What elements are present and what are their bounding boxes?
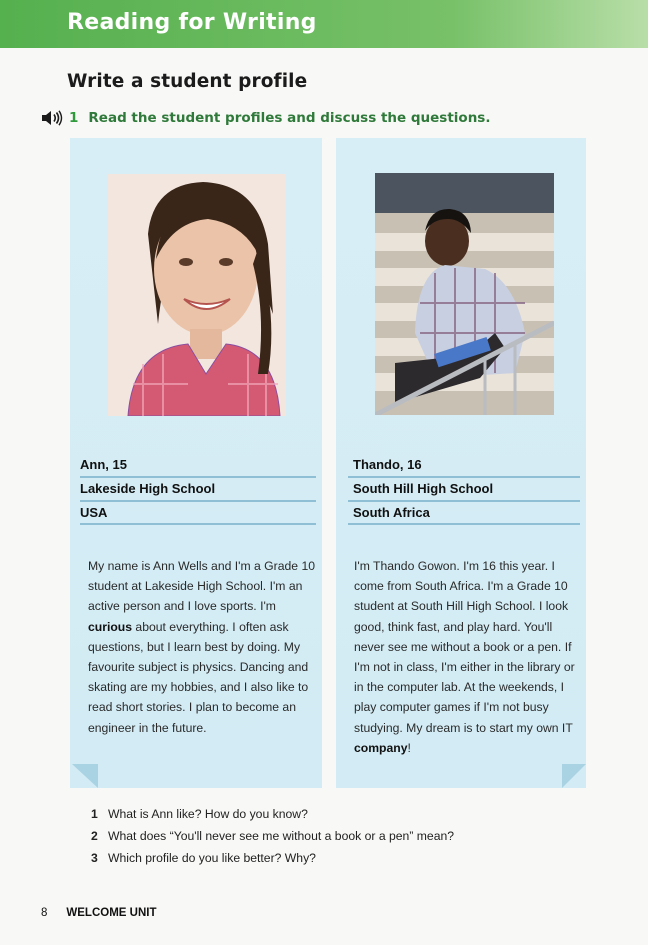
page-fold-right	[562, 764, 586, 788]
thando-country: South Africa	[353, 505, 430, 520]
thando-bio-text: I'm Thando Gowon. I'm 16 this year. I come from South Africa. I'm a Grade 10 student at South Hill High School. I look good, think fast, and play hard. You'll never see me without a book or a pen. If I'm not in class, I'm either in the library or in the computer lab. At the weekends, I play computer games if I'm not busy studying. My dream is to start my own IT	[354, 559, 575, 735]
ann-country: USA	[80, 505, 108, 520]
banner-title: Reading for Writing	[67, 10, 317, 35]
question-text: Which profile do you like better? Why?	[108, 851, 316, 865]
question-number: 3	[91, 851, 98, 865]
question-item	[91, 829, 454, 843]
thando-school: South Hill High School	[353, 481, 494, 496]
page-fold-left	[72, 764, 98, 788]
thando-bio-text: !	[407, 740, 411, 755]
page-footer	[41, 907, 156, 919]
ann-bio-text: My name is Ann Wells and I'm a Grade 10 student at Lakeside High School. I'm an active person and I love sports. I'm	[88, 559, 315, 614]
instruction	[41, 108, 490, 128]
instruction-number: 1	[69, 110, 79, 126]
question-text: What does “You'll never see me without a book or a pen” mean?	[108, 829, 455, 843]
thando-bio	[354, 556, 580, 758]
divider	[80, 476, 316, 478]
thando-name-age: Thando, 16	[353, 457, 422, 472]
page-number: 8	[41, 907, 48, 919]
question-text: What is Ann like? How do you know?	[108, 807, 308, 821]
question-number: 2	[91, 829, 98, 843]
thando-bio-keyword: company	[354, 740, 408, 755]
question-number: 1	[91, 807, 98, 821]
ann-name-age: Ann, 15	[80, 457, 127, 472]
ann-photo	[108, 174, 286, 416]
question-item	[91, 807, 308, 821]
ann-school: Lakeside High School	[80, 481, 216, 496]
question-item	[91, 851, 316, 865]
divider	[348, 523, 580, 525]
divider	[80, 523, 316, 525]
divider	[80, 500, 316, 502]
ann-bio	[88, 556, 316, 738]
unit-banner	[0, 0, 648, 48]
ann-bio-text: about everything. I often ask questions, but I learn best by doing. My favourite subject is physics. Dancing and skating are my hobbies, and I also like to read short stories. I plan to become an engineer in the future.	[88, 619, 309, 735]
divider	[348, 476, 580, 478]
section-title: Write a student profile	[67, 71, 308, 92]
divider	[348, 500, 580, 502]
ann-bio-keyword: curious	[88, 619, 133, 634]
audio-speaker-icon[interactable]	[41, 110, 63, 126]
unit-label: WELCOME UNIT	[66, 907, 157, 919]
instruction-text: Read the student profiles and discuss the questions.	[88, 110, 491, 126]
thando-photo	[375, 173, 554, 415]
